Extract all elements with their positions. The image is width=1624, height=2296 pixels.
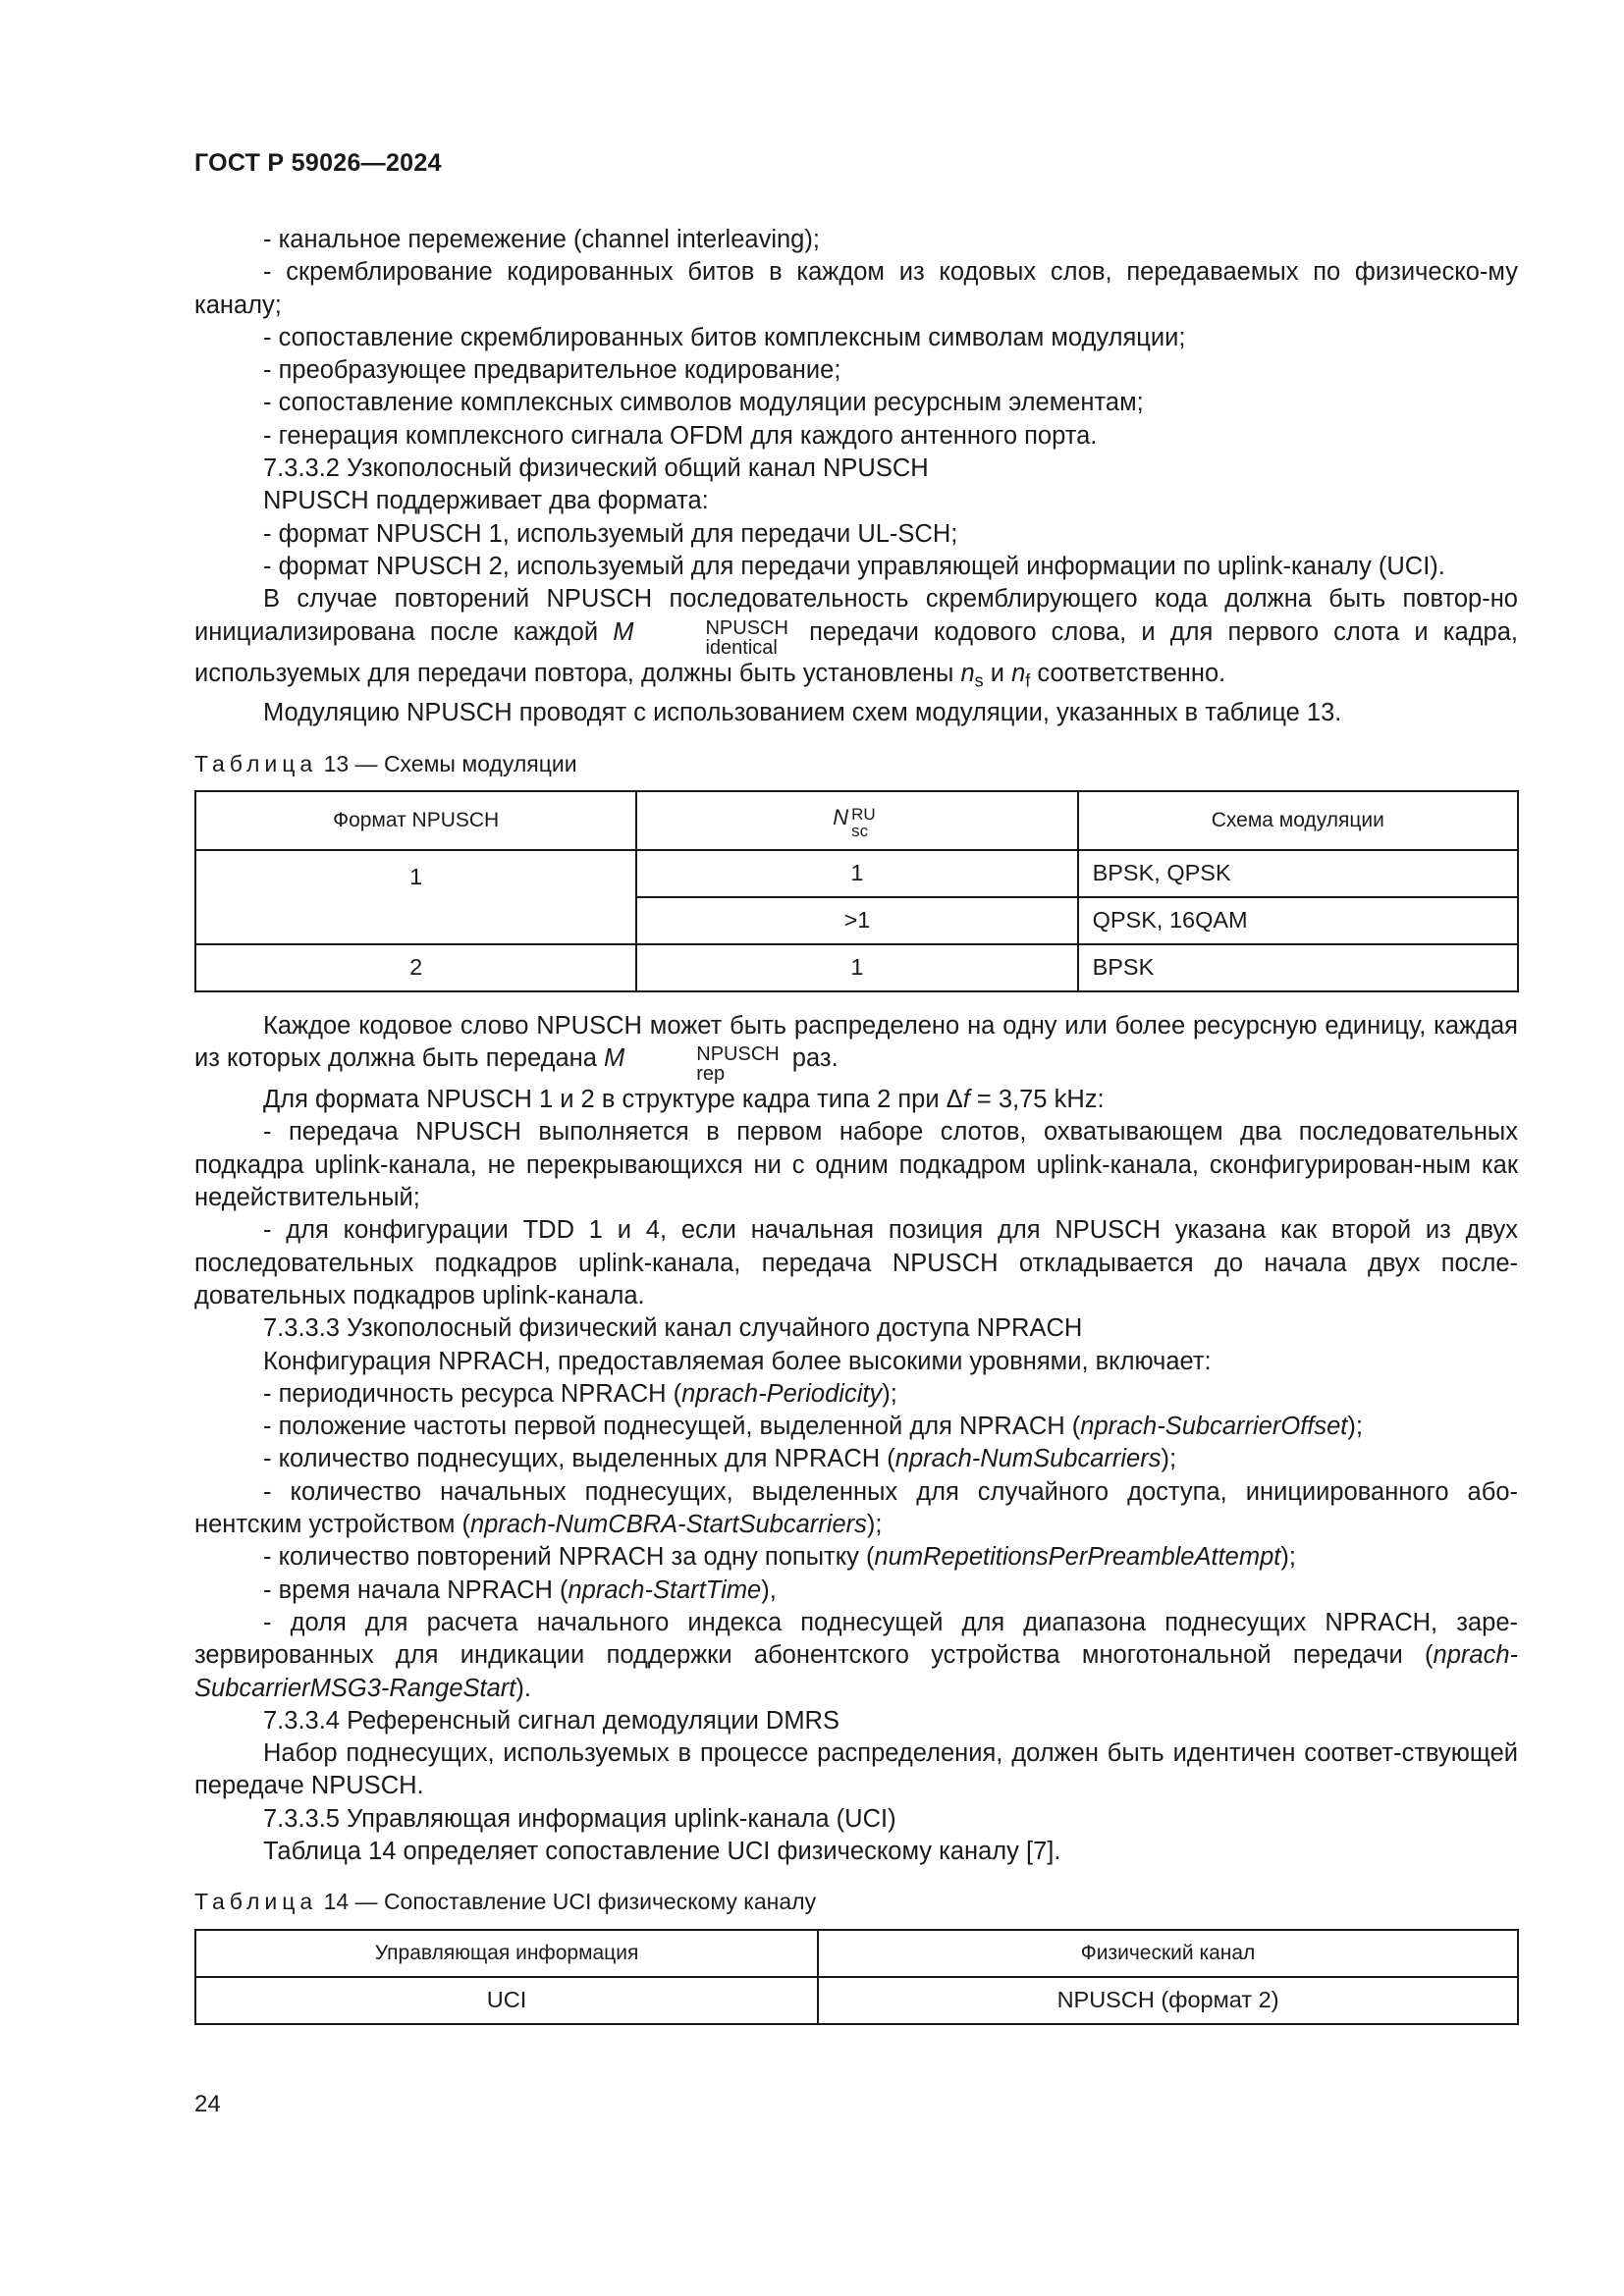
- caption-text: 14 — Сопоставление UCI физическому каналу: [323, 1889, 817, 1915]
- table-row: [195, 944, 1518, 991]
- paragraph: Конфигурация NPRACH, предоставляемая более высокими уровнями, включает:: [263, 1347, 1212, 1375]
- paragraph: NPUSCH поддерживает два формата:: [263, 487, 709, 515]
- text: - количество поднесущих, выделенных для NPRACH (: [263, 1445, 895, 1473]
- text: );: [1280, 1543, 1296, 1572]
- math-subscript: rep: [696, 1063, 726, 1086]
- math-symbol: M: [604, 1044, 625, 1073]
- math-subscript: f: [1025, 669, 1031, 690]
- text: );: [882, 1379, 897, 1408]
- text: );: [1161, 1445, 1177, 1473]
- caption-text: 13 — Схемы модуляции: [323, 750, 577, 776]
- list-item: - скремблирование кодированных битов в каждом из кодовых слов, передаваемых по физическо-му каналу;: [194, 258, 1518, 319]
- text: - положение частоты первой поднесущей, выделенной для NPRACH (: [263, 1413, 1081, 1441]
- modulation-table: [194, 790, 1519, 992]
- paragraph-codeword: [194, 1010, 1518, 1084]
- paragraph: Таблица 14 определяет сопоставление UCI физическому каналу [7].: [263, 1838, 1061, 1865]
- list-item: [194, 1607, 1518, 1705]
- list-item: [194, 1443, 1518, 1475]
- paragraph-repetitions: [194, 583, 1518, 697]
- math-subscript: identical: [705, 636, 778, 659]
- text: - доля для расчета начального индекса поднесущей для диапазона поднесущих NPRACH, заре-зервированных для индикации поддержки абонентского устройства многотональной передачи (: [194, 1608, 1518, 1670]
- list-item: - для конфигурации TDD 1 и 4, если начальная позиция для NPUSCH указана как второй из двух последовательных подкадров uplink-канала, передача NPUSCH откладывается до начала двух после-довательных подкадров uplink-канала.: [194, 1216, 1518, 1309]
- table-cell: NPUSCH (формат 2): [818, 1977, 1518, 2024]
- text: );: [1347, 1413, 1363, 1441]
- param-name: nprach-SubcarrierOffset: [1080, 1413, 1348, 1441]
- list-item: - генерация комплексного сигнала OFDM для каждого антенного порта.: [263, 421, 1098, 450]
- math-scripts: [636, 618, 787, 658]
- header-cell: Формат NPUSCH: [195, 791, 636, 850]
- section-heading: 7.3.3.5 Управляющая информация uplink-канала (UCI): [263, 1804, 896, 1833]
- table-row: [195, 1977, 1518, 2024]
- list-item: - преобразующее предварительное кодирование;: [263, 356, 841, 385]
- caption-label: Таблица: [194, 750, 318, 776]
- text: Каждое кодовое слово NPUSCH может быть распределено на одну или более ресурсную единицу, каждая из которых должна быть передана: [194, 1011, 1518, 1073]
- table-caption: [194, 748, 1518, 780]
- list-item: [194, 1411, 1518, 1443]
- table-cell: BPSK: [1078, 944, 1518, 991]
- section-heading: 7.3.3.3 Узкополосный физический канал случайного доступа NPRACH: [263, 1314, 1083, 1343]
- header-cell: [636, 791, 1077, 850]
- math-symbol: M: [613, 617, 634, 646]
- text: ),: [761, 1575, 777, 1604]
- math-scripts: [851, 806, 876, 839]
- math-symbol: n: [960, 659, 975, 687]
- text: и: [990, 659, 1005, 687]
- list-item: [194, 1541, 1518, 1574]
- text: = 3,75 kHz:: [969, 1086, 1105, 1114]
- table-header-row: [195, 791, 1518, 850]
- paragraph: Набор поднесущих, используемых в процессе распределения, должен быть идентичен соответ-ствующей передаче NPUSCH.: [194, 1739, 1518, 1800]
- section-heading: 7.3.3.4 Референсный сигнал демодуляции DMRS: [263, 1706, 839, 1735]
- param-name: nprach-SubcarrierMSG3-RangeStart: [194, 1641, 1518, 1702]
- document-body: [194, 224, 1518, 2025]
- math-superscript: NPUSCH: [696, 1043, 780, 1066]
- text: Для формата NPUSCH 1 и 2 в структуре кадра типа 2 при Δ: [263, 1086, 963, 1114]
- math-symbol: f: [962, 1086, 970, 1114]
- math-subscript: s: [974, 669, 984, 690]
- text: - количество повторений NPRACH за одну попытку (: [263, 1543, 875, 1572]
- header-cell: Физический канал: [818, 1930, 1518, 1977]
- list-item: - сопоставление скремблированных битов комплексным символам модуляции;: [263, 323, 1186, 351]
- caption-label: Таблица: [194, 1889, 318, 1915]
- text: соответственно.: [1037, 659, 1226, 687]
- table-cell: >1: [636, 897, 1077, 944]
- text: раз.: [791, 1044, 839, 1073]
- list-item: - передача NPUSCH выполняется в первом наборе слотов, охватывающем два последовательных подкадра uplink-канала, не перекрывающихся ни с одним подкадром uplink-канала, сконфигурирован-ным как недействительный;: [194, 1118, 1518, 1212]
- text: - периодичность ресурса NPRACH (: [263, 1379, 682, 1408]
- text: - количество начальных поднесущих, выделенных для случайного доступа, инициированного або-нентским устройством (: [194, 1477, 1518, 1539]
- header-cell: Схема модуляции: [1078, 791, 1518, 850]
- paragraph: [194, 1084, 1518, 1116]
- math-symbol: n: [1011, 659, 1026, 687]
- math-expression: [833, 805, 881, 841]
- table-caption: [194, 1886, 1518, 1918]
- table-row: [195, 850, 1518, 897]
- math-symbol: N: [833, 805, 849, 830]
- math-scripts: [627, 1044, 779, 1084]
- section-heading: 7.3.3.2 Узкополосный физический общий канал NPUSCH: [263, 454, 929, 483]
- uci-mapping-table: [194, 1929, 1519, 2025]
- text: передачи кодового слова, и для первого слота и кадра, используемых для передачи повтора, должны быть установлены: [194, 617, 1519, 687]
- table-header-row: [195, 1930, 1518, 1977]
- paragraph: Модуляцию NPUSCH проводят с использованием схем модуляции, указанных в таблице 13.: [263, 699, 1342, 727]
- text: ).: [515, 1674, 531, 1702]
- list-item: - формат NPUSCH 1, используемый для передачи UL-SCH;: [263, 519, 958, 548]
- text: );: [866, 1511, 883, 1539]
- table-cell: 1: [636, 944, 1077, 991]
- table-cell: 2: [195, 944, 636, 991]
- list-item: - канальное перемежение (channel interleaving);: [263, 226, 820, 253]
- text: В случае повторений NPUSCH последовательность скремблирующего кода должна быть повтор-но инициализирована после каждой: [194, 585, 1518, 646]
- param-name: numRepetitionsPerPreambleAttempt: [874, 1543, 1281, 1572]
- list-item: - формат NPUSCH 2, используемый для передачи управляющей информации по uplink-каналу (UCI).: [263, 552, 1445, 580]
- document-header: ГОСТ Р 59026—2024: [194, 149, 442, 177]
- header-cell: Управляющая информация: [195, 1930, 818, 1977]
- table-cell: QPSK, 16QAM: [1078, 897, 1518, 944]
- page-number: 24: [194, 2091, 221, 2117]
- table-cell: 1: [636, 850, 1077, 897]
- list-item: [194, 1575, 1518, 1607]
- table-cell: 1: [195, 850, 636, 944]
- param-name: nprach-Periodicity: [681, 1379, 883, 1408]
- param-name: nprach-NumCBRA-StartSubcarriers: [470, 1511, 867, 1539]
- table-cell: BPSK, QPSK: [1078, 850, 1518, 897]
- list-item: [194, 1378, 1518, 1411]
- param-name: nprach-NumSubcarriers: [894, 1445, 1162, 1473]
- math-superscript: NPUSCH: [705, 616, 788, 639]
- list-item: [194, 1476, 1518, 1542]
- list-item: - сопоставление комплексных символов модуляции ресурсным элементам;: [263, 389, 1144, 417]
- text: - время начала NPRACH (: [263, 1575, 568, 1604]
- math-superscript: RU: [851, 805, 876, 825]
- math-subscript: sc: [851, 822, 869, 841]
- table-cell: UCI: [195, 1977, 818, 2024]
- param-name: nprach-StartTime: [568, 1575, 762, 1604]
